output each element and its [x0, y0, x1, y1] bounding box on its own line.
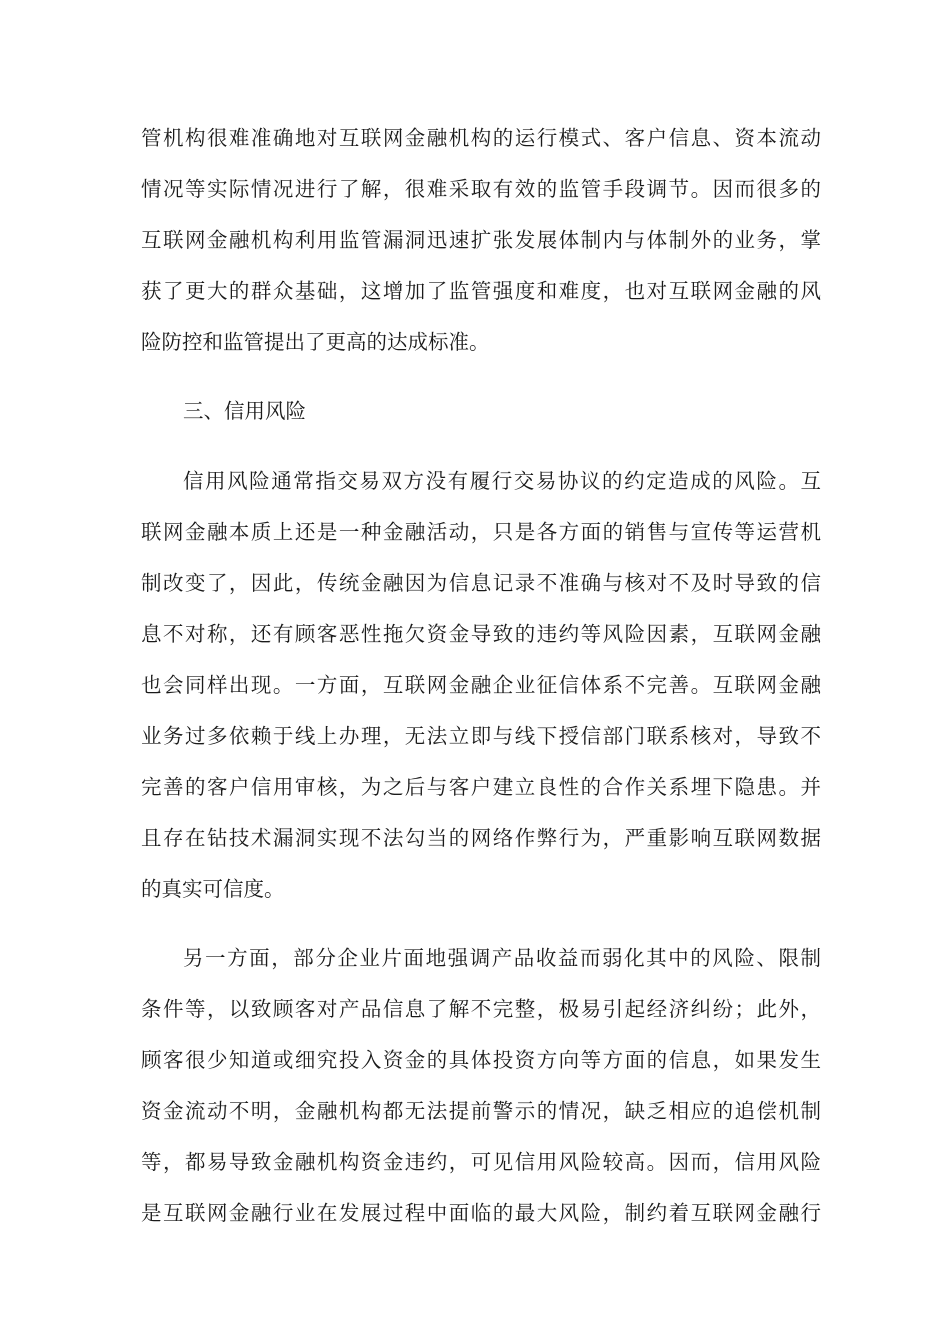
paragraph2-line-8: 且存在钻技术漏洞实现不法勾当的网络作弊行为，严重影响互联网数据 [141, 826, 821, 850]
paragraph1-line-5: 险防控和监管提出了更高的达成标准。 [141, 330, 490, 354]
paragraph3-line-5: 等，都易导致金融机构资金违约，可见信用风险较高。因而，信用风险 [141, 1150, 821, 1174]
paragraph3-line-6: 是互联网金融行业在发展过程中面临的最大风险，制约着互联网金融行 [141, 1201, 821, 1225]
paragraph2-line-5: 也会同样出现。一方面，互联网金融企业征信体系不完善。互联网金融 [141, 673, 821, 697]
paragraph1-line-1: 管机构很难准确地对互联网金融机构的运行模式、客户信息、资本流动 [141, 126, 821, 150]
paragraph1-line-2: 情况等实际情况进行了解，很难采取有效的监管手段调节。因而很多的 [141, 177, 821, 201]
section-heading: 三、信用风险 [183, 399, 306, 423]
paragraph2-line-7: 完善的客户信用审核，为之后与客户建立良性的合作关系埋下隐患。并 [141, 775, 821, 799]
paragraph3-line-2: 条件等，以致顾客对产品信息了解不完整，极易引起经济纠纷；此外， [141, 997, 821, 1021]
paragraph2-line-2: 联网金融本质上还是一种金融活动，只是各方面的销售与宣传等运营机 [141, 520, 821, 544]
paragraph2-line-6: 业务过多依赖于线上办理，无法立即与线下授信部门联系核对，导致不 [141, 724, 821, 748]
paragraph3-line-1: 另一方面，部分企业片面地强调产品收益而弱化其中的风险、限制 [183, 946, 821, 970]
paragraph3-line-4: 资金流动不明，金融机构都无法提前警示的情况，缺乏相应的追偿机制 [141, 1099, 821, 1123]
paragraph3-line-3: 顾客很少知道或细究投入资金的具体投资方向等方面的信息，如果发生 [141, 1048, 821, 1072]
paragraph2-line-9: 的真实可信度。 [141, 877, 285, 901]
paragraph1-line-4: 获了更大的群众基础，这增加了监管强度和难度，也对互联网金融的风 [141, 279, 821, 303]
paragraph2-line-3: 制改变了，因此，传统金融因为信息记录不准确与核对不及时导致的信 [141, 571, 821, 595]
paragraph2-line-4: 息不对称，还有顾客恶性拖欠资金导致的违约等风险因素，互联网金融 [141, 622, 821, 646]
paragraph2-line-1: 信用风险通常指交易双方没有履行交易协议的约定造成的风险。互 [183, 469, 821, 493]
paragraph1-line-3: 互联网金融机构利用监管漏洞迅速扩张发展体制内与体制外的业务，掌 [141, 228, 821, 252]
